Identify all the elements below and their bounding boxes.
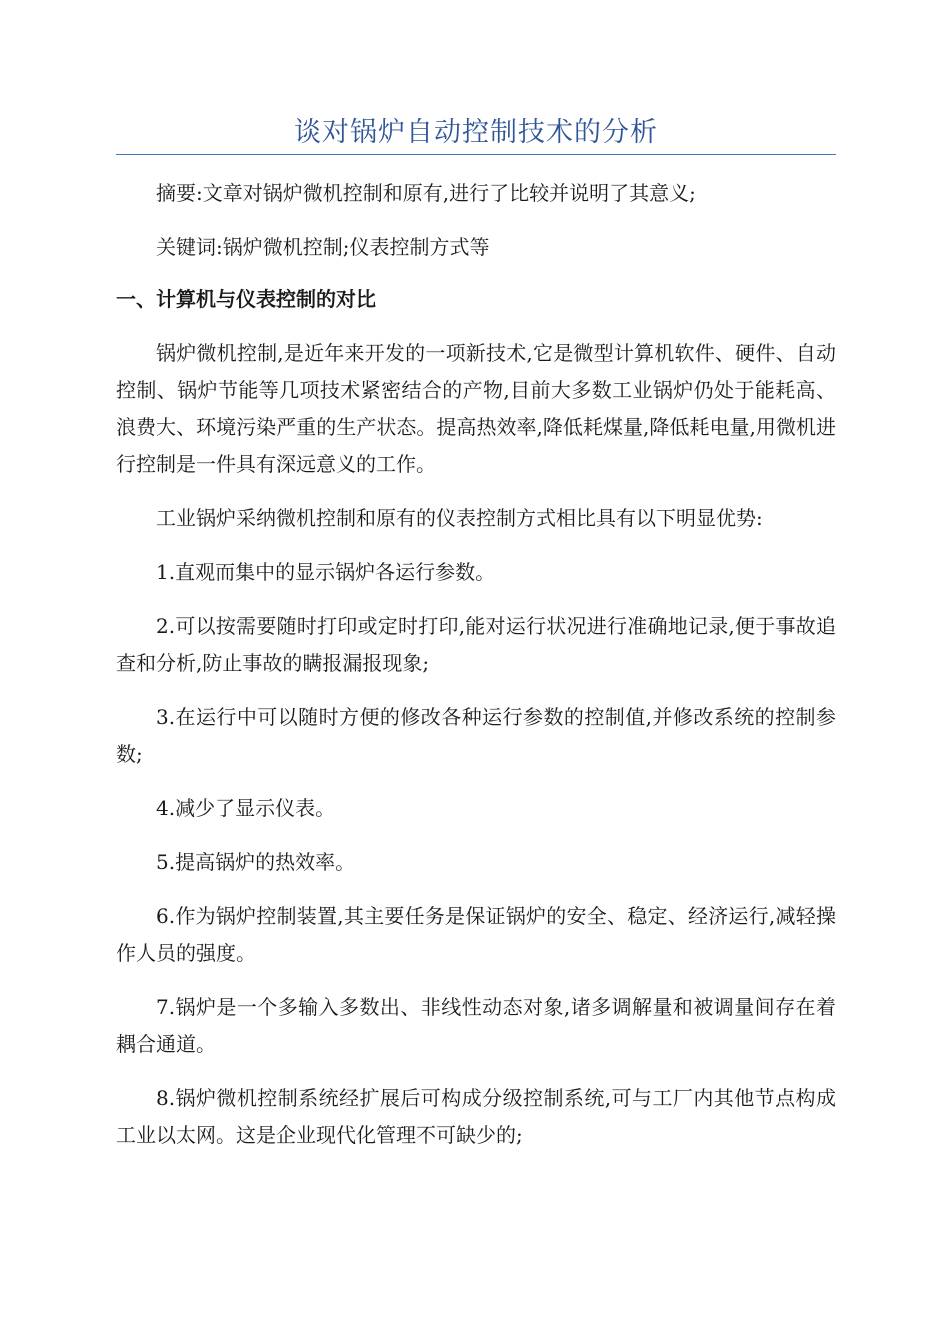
list-item: 5.提高锅炉的热效率。 — [156, 850, 356, 874]
document-title: 谈对锅炉自动控制技术的分析 — [294, 117, 658, 148]
list-item: 4.减少了显示仪表。 — [156, 796, 336, 820]
abstract-paragraph: 摘要:文章对锅炉微机控制和原有,进行了比较并说明了其意义; — [156, 181, 696, 205]
list-item: 3.在运行中可以随时方便的修改各种运行参数的控制值,并修改系统的控制参数; — [116, 705, 836, 766]
list-item: 1.直观而集中的显示锅炉各运行参数。 — [156, 560, 496, 584]
list-item: 7.锅炉是一个多输入多数出、非线性动态对象,诸多调解量和被调量间存在着耦合通道。 — [116, 995, 836, 1056]
title-underline — [116, 154, 836, 155]
intro-paragraph: 锅炉微机控制,是近年来开发的一项新技术,它是微型计算机软件、硬件、自动控制、锅炉节能等几项技术紧密结合的产物,目前大多数工业锅炉仍处于能耗高、浪费大、环境污染严重的生产状态。提高热效率,降低耗煤量,降低耗电量,用微机进行控制是一件具有深远意义的工作。 — [116, 341, 836, 476]
list-item: 2.可以按需要随时打印或定时打印,能对运行状况进行准确地记录,便于事故追查和分析,防止事故的瞒报漏报现象; — [116, 614, 836, 675]
list-item: 6.作为锅炉控制装置,其主要任务是保证锅炉的安全、稳定、经济运行,减轻操作人员的强度。 — [116, 904, 836, 965]
keywords-paragraph: 关键词:锅炉微机控制;仪表控制方式等 — [156, 235, 490, 259]
advantages-lead-paragraph: 工业锅炉采纳微机控制和原有的仪表控制方式相比具有以下明显优势: — [156, 506, 763, 530]
list-item: 8.锅炉微机控制系统经扩展后可构成分级控制系统,可与工厂内其他节点构成工业以太网。这是企业现代化管理不可缺少的; — [116, 1086, 836, 1147]
document-page — [116, 0, 836, 1154]
section-heading: 一、计算机与仪表控制的对比 — [116, 287, 376, 311]
